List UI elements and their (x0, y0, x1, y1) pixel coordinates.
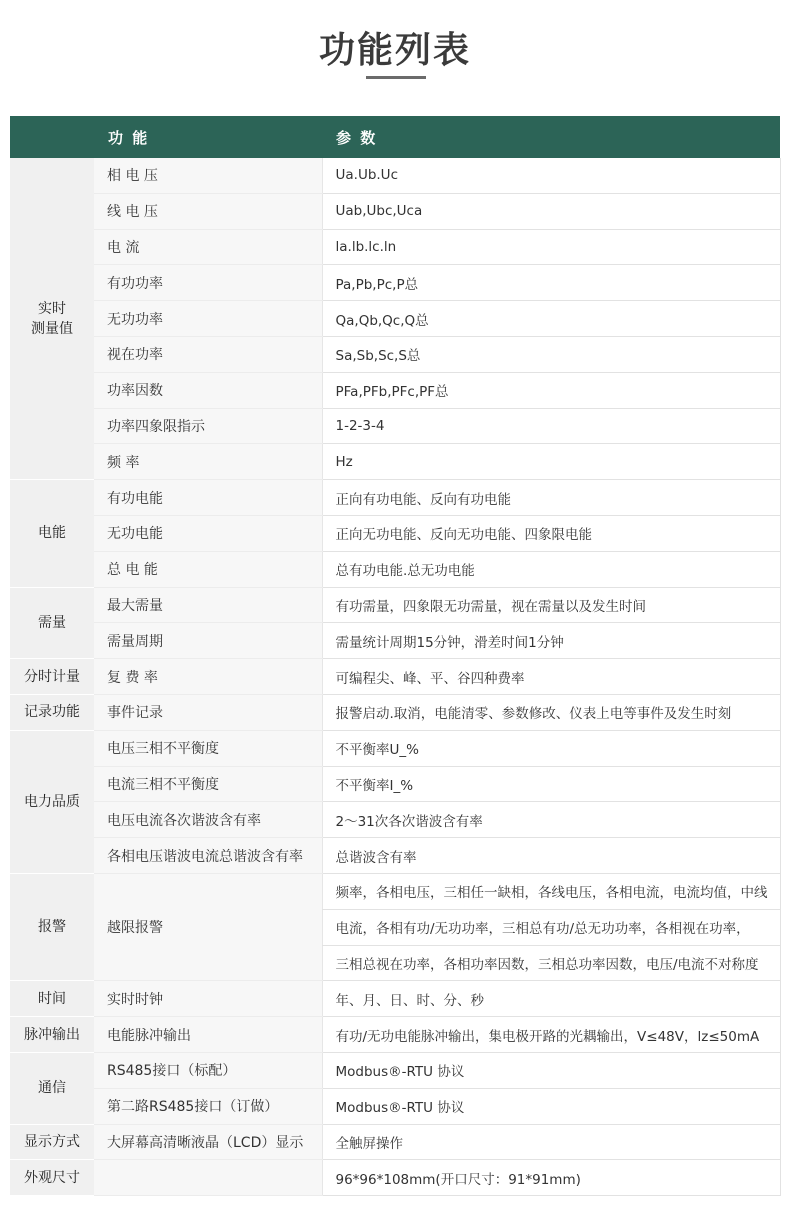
function-cell: 无功电能 (94, 515, 322, 551)
table-row (10, 694, 780, 730)
function-cell: 第二路RS485接口（订做） (94, 1088, 322, 1124)
category-cell: 分时计量 (10, 659, 94, 695)
category-cell: 外观尺寸 (10, 1160, 94, 1196)
param-cell: 不平衡率U_% (322, 730, 780, 766)
param-cell: Modbus®-RTU 协议 (322, 1052, 780, 1088)
table-row (10, 587, 780, 623)
param-cell: 可编程尖、峰、平、谷四种费率 (322, 659, 780, 695)
param-cell: 1-2-3-4 (322, 408, 780, 444)
param-cell: 电流，各相有功/无功功率，三相总有功/总无功功率，各相视在功率， (322, 909, 780, 945)
param-cell: 需量统计周期15分钟，滑差时间1分钟 (322, 623, 780, 659)
function-cell: 频 率 (94, 444, 322, 480)
function-cell: 各相电压谐波电流总谐波含有率 (94, 838, 322, 874)
table-row (10, 193, 780, 229)
function-cell: 电压电流各次谐波含有率 (94, 802, 322, 838)
table-row (10, 1017, 780, 1053)
table-body (10, 158, 780, 1196)
param-cell: 96*96*108mm(开口尺寸：91*91mm) (322, 1160, 780, 1196)
function-cell: 越限报警 (94, 873, 322, 980)
function-cell: 电能脉冲输出 (94, 1017, 322, 1053)
function-cell: 有功功率 (94, 265, 322, 301)
table-row (10, 730, 780, 766)
category-cell: 报警 (10, 873, 94, 980)
function-cell: 功率四象限指示 (94, 408, 322, 444)
param-cell: la.lb.lc.ln (322, 229, 780, 265)
function-cell: 电 流 (94, 229, 322, 265)
param-cell: 总谐波含有率 (322, 838, 780, 874)
param-cell: 三相总视在功率，各相功率因数，三相总功率因数，电压/电流不对称度 (322, 945, 780, 981)
function-cell: 电压三相不平衡度 (94, 730, 322, 766)
param-cell: 有功/无功电能脉冲输出，集电极开路的光耦输出，V≤48V，lz≤50mA (322, 1017, 780, 1053)
header-function: 功 能 (94, 116, 322, 158)
function-cell: 电流三相不平衡度 (94, 766, 322, 802)
function-cell: 事件记录 (94, 694, 322, 730)
param-cell: 频率，各相电压，三相任一缺相，各线电压，各相电流，电流均值，中线 (322, 873, 780, 909)
table-row (10, 981, 780, 1017)
category-cell: 记录功能 (10, 694, 94, 730)
function-cell: 有功电能 (94, 480, 322, 516)
param-cell: Sa,Sb,Sc,S总 (322, 336, 780, 372)
table-row (10, 659, 780, 695)
table-row (10, 1052, 780, 1088)
function-cell: 大屏幕高清晰液晶（LCD）显示 (94, 1124, 322, 1160)
category-cell: 脉冲输出 (10, 1017, 94, 1053)
table-row (10, 1160, 780, 1196)
table-row (10, 873, 780, 909)
param-cell: Ua.Ub.Uc (322, 158, 780, 193)
category-cell: 显示方式 (10, 1124, 94, 1160)
category-cell: 通信 (10, 1052, 94, 1124)
table-row (10, 623, 780, 659)
function-cell: 功率因数 (94, 372, 322, 408)
function-cell: 视在功率 (94, 336, 322, 372)
table-row (10, 372, 780, 408)
param-cell: 不平衡率I_% (322, 766, 780, 802)
param-cell: Qa,Qb,Qc,Q总 (322, 301, 780, 337)
table-row (10, 1088, 780, 1124)
function-cell: 实时时钟 (94, 981, 322, 1017)
function-cell: 最大需量 (94, 587, 322, 623)
param-cell: Pa,Pb,Pc,P总 (322, 265, 780, 301)
table-row (10, 1124, 780, 1160)
title-underline (366, 76, 426, 79)
category-cell: 时间 (10, 981, 94, 1017)
table-row (10, 515, 780, 551)
param-cell: 年、月、日、时、分、秒 (322, 981, 780, 1017)
table-row (10, 766, 780, 802)
function-cell (94, 1160, 322, 1196)
function-cell: 线 电 压 (94, 193, 322, 229)
param-cell: 有功需量，四象限无功需量，视在需量以及发生时间 (322, 587, 780, 623)
table-row (10, 229, 780, 265)
param-cell: 总有功电能.总无功电能 (322, 551, 780, 587)
table-row (10, 802, 780, 838)
category-cell: 电力品质 (10, 730, 94, 873)
table-row (10, 444, 780, 480)
function-cell: 复 费 率 (94, 659, 322, 695)
param-cell: 正向无功电能、反向无功电能、四象限电能 (322, 515, 780, 551)
category-cell: 电能 (10, 480, 94, 587)
page-title: 功能列表 (318, 30, 471, 71)
param-cell: PFa,PFb,PFc,PF总 (322, 372, 780, 408)
header-param: 参 数 (322, 116, 780, 158)
header-category (10, 116, 94, 158)
table-header-row (10, 116, 780, 158)
function-table (10, 116, 781, 1196)
table-row (10, 551, 780, 587)
function-cell: 总 电 能 (94, 551, 322, 587)
param-cell: 2～31次各次谐波含有率 (322, 802, 780, 838)
table-row (10, 265, 780, 301)
table-row (10, 838, 780, 874)
function-cell: 需量周期 (94, 623, 322, 659)
param-cell: Uab,Ubc,Uca (322, 193, 780, 229)
table-row (10, 158, 780, 193)
param-cell: 报警启动.取消，电能清零、参数修改、仪表上电等事件及发生时刻 (322, 694, 780, 730)
table-row (10, 301, 780, 337)
table-row (10, 480, 780, 516)
param-cell: Hz (322, 444, 780, 480)
table-row (10, 336, 780, 372)
category-cell: 实时 测量值 (10, 158, 94, 480)
param-cell: 正向有功电能、反向有功电能 (322, 480, 780, 516)
param-cell: Modbus®-RTU 协议 (322, 1088, 780, 1124)
category-cell: 需量 (10, 587, 94, 659)
function-cell: RS485接口（标配） (94, 1052, 322, 1088)
param-cell: 全触屏操作 (322, 1124, 780, 1160)
function-cell: 相 电 压 (94, 158, 322, 193)
function-cell: 无功功率 (94, 301, 322, 337)
table-row (10, 408, 780, 444)
